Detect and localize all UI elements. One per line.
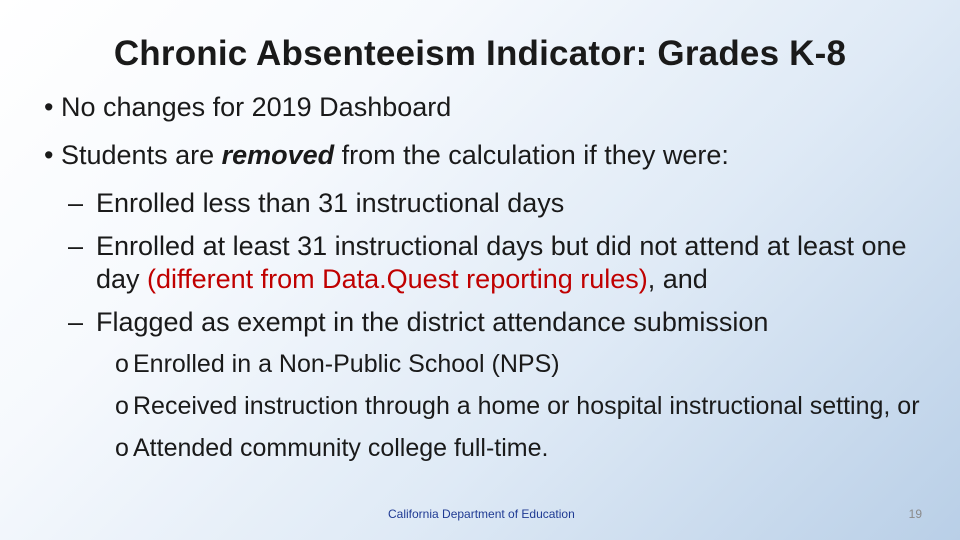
sub-sub-bullet-text: Attended community college full-time. bbox=[133, 434, 549, 462]
circle-bullet-icon: o bbox=[115, 350, 129, 378]
dash-icon: – bbox=[68, 188, 84, 218]
footer-source: California Department of Education bbox=[388, 507, 575, 521]
sub-bullet-text: Flagged as exempt in the district attendance submission bbox=[96, 307, 769, 337]
sub-bullet-item bbox=[30, 187, 945, 220]
circle-bullet-icon: o bbox=[115, 392, 129, 420]
bullet-item bbox=[30, 139, 945, 171]
sub-bullet-text: Enrolled at least 31 instructional days but did not attend at least one day bbox=[96, 231, 907, 294]
page-number: 19 bbox=[908, 507, 922, 521]
bullet-text: No changes for 2019 Dashboard bbox=[61, 92, 452, 122]
sub-bullet-text: , and bbox=[647, 264, 708, 294]
sub-bullet-item bbox=[30, 306, 945, 339]
sub-bullet-item bbox=[30, 230, 945, 296]
bullet-item bbox=[30, 91, 945, 123]
circle-bullet-icon: o bbox=[115, 434, 129, 462]
bullet-text: from the calculation if they were: bbox=[334, 140, 729, 170]
bullet-icon: • bbox=[44, 140, 54, 170]
sub-sub-bullet-item bbox=[30, 391, 945, 421]
highlight-text: (different from Data.Quest reporting rules) bbox=[147, 264, 648, 294]
slide-title: Chronic Absenteeism Indicator: Grades K-8 bbox=[113, 34, 847, 73]
sub-bullet-text: Enrolled less than 31 instructional days bbox=[96, 188, 565, 218]
sub-sub-bullet-text: Received instruction through a home or hospital instructional setting, or bbox=[133, 392, 920, 420]
bullet-text: Students are bbox=[61, 140, 222, 170]
dash-icon: – bbox=[68, 307, 84, 337]
dash-icon: – bbox=[68, 231, 84, 261]
bullet-icon: • bbox=[44, 92, 54, 122]
slide-content bbox=[30, 91, 945, 475]
sub-sub-bullet-text: Enrolled in a Non-Public School (NPS) bbox=[133, 350, 560, 378]
sub-sub-bullet-item bbox=[30, 433, 945, 463]
emphasis-text: removed bbox=[221, 140, 335, 170]
sub-sub-bullet-item bbox=[30, 349, 945, 379]
